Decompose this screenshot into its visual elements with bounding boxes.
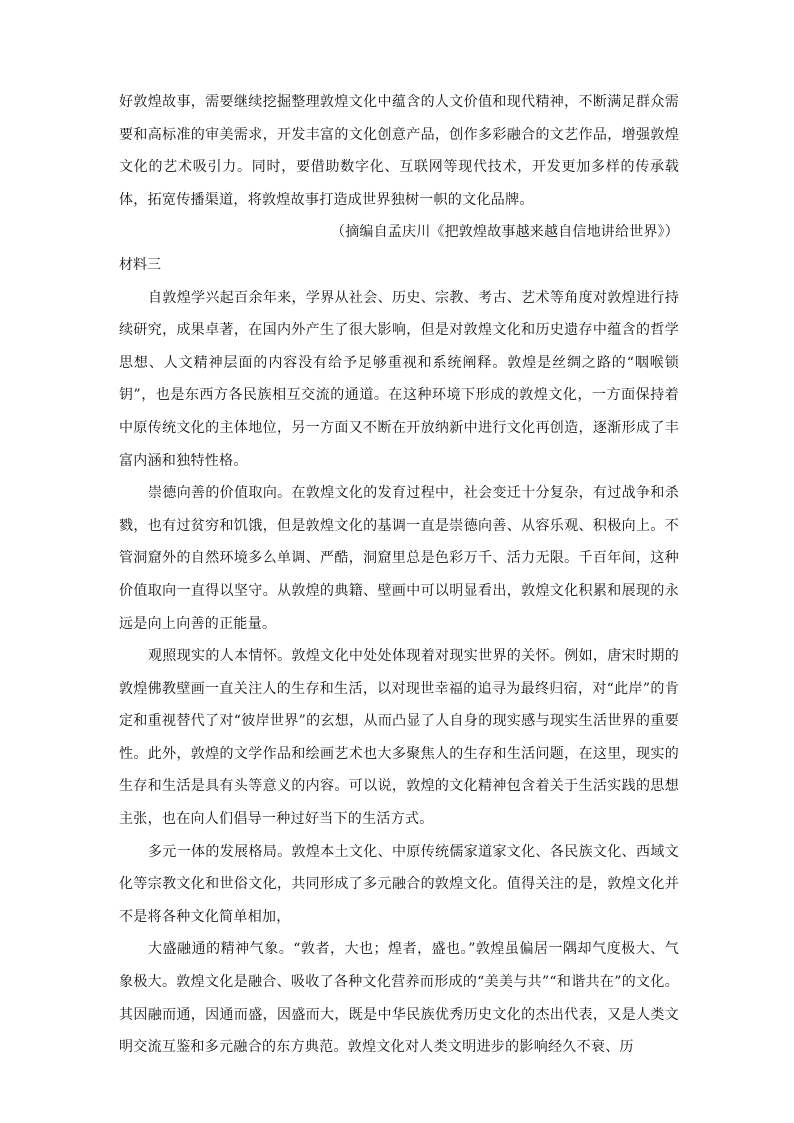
body-paragraph: 大盛融通的精神气象。“敦者，大也；煌者，盛也。”敦煌虽偏居一隅却气度极大、气象极大。敦煌文化是融合、吸收了各种文化营养而形成的“美美与共”“和谐共在”的文化。其因融而通，因通而盛，因盛而大，既是中华民族优秀历史文化的杰出代表，又是人类文明交流互鉴和多元融合的东方典范。敦煌文化对人类文明进步的影响经久不衰、历 (119, 941, 679, 1056)
material-heading: 材料三 (119, 256, 161, 273)
body-paragraph: 多元一体的发展格局。敦煌本土文化、中原传统儒家道家文化、各民族文化、西域文化等宗教文化和世俗文化，共同形成了多元融合的敦煌文化。值得关注的是，敦煌文化并不是将各种文化简单相加， (119, 843, 679, 925)
body-paragraph: 观照现实的人本情怀。敦煌文化中处处体现着对现实世界的关怀。例如，唐宋时期的敦煌佛教壁画一直关注人的生存和生活，以对现世幸福的追寻为最终归宿，对“此岸”的肯定和重视替代了对“彼岸世界”的玄想，从而凸显了人自身的现实感与现实生活世界的重要性。此外，敦煌的文学作品和绘画艺术也大多聚焦人的生存和生活问题，在这里，现实的生存和生活是具有头等意义的内容。可以说，敦煌的文化精神包含着关于生活实践的思想主张，也在向人们倡导一种过好当下的生活方式。 (119, 648, 679, 828)
document-body (119, 86, 679, 1064)
body-paragraph: 自敦煌学兴起百余年来，学界从社会、历史、宗教、考古、艺术等角度对敦煌进行持续研究，成果卓著，在国内外产生了很大影响，但是对敦煌文化和历史遗存中蕴含的哲学思想、人文精神层面的内容没有给予足够重视和系统阐释。敦煌是丝绸之路的“咽喉锁钥”，也是东西方各民族相互交流的通道。在这种环境下形成的敦煌文化，一方面保持着中原传统文化的主体地位，另一方面又不断在开放纳新中进行文化再创造，逐渐形成了丰富内涵和独特性格。 (119, 289, 679, 469)
intro-paragraph: 好敦煌故事，需要继续挖掘整理敦煌文化中蕴含的人文价值和现代精神，不断满足群众需要和高标准的审美需求，开发丰富的文化创意产品，创作多彩融合的文艺作品，增强敦煌文化的艺术吸引力。同时，要借助数字化、互联网等现代技术，开发更加多样的传承载体，拓宽传播渠道，将敦煌故事打造成世界独树一帜的文化品牌。 (119, 94, 679, 208)
body-paragraph: 崇德向善的价值取向。在敦煌文化的发育过程中，社会变迁十分复杂，有过战争和杀戮，也有过贫穷和饥饿，但是敦煌文化的基调一直是崇德向善、从容乐观、积极向上。不管洞窟外的自然环境多么单调、严酷，洞窟里总是色彩万千、活力无限。千百年间，这种价值取向一直得以坚守。从敦煌的典籍、壁画中可以明显看出，敦煌文化积累和展现的永远是向上向善的正能量。 (119, 485, 679, 632)
source-citation: （摘编自孟庆川《把敦煌故事越来越自信地讲给世界》） (331, 224, 679, 241)
